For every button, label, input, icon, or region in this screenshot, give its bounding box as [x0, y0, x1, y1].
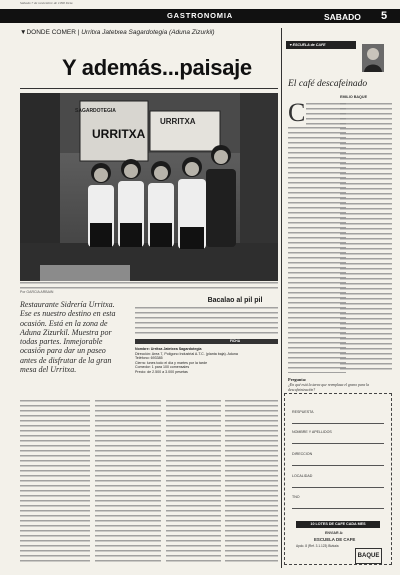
ficha-line: Cierra: lunes todo el día y martes por la tarde — [135, 360, 208, 365]
kicker-restaurant: Urritxa Jatetxea Sagardotegia (Aduna Zizurkil) — [81, 29, 215, 36]
phone-label: TNO — [292, 495, 300, 499]
triangle-icon: ▼ — [289, 43, 293, 47]
ficha-bar — [135, 339, 278, 344]
brand-logo: BAQUE — [355, 548, 382, 564]
photo-caption — [20, 282, 278, 289]
sign-urritxa-second: URRITXA — [160, 117, 196, 126]
sidebar-tag-text: ESCUELA de CAFE — [292, 43, 326, 47]
phone-line[interactable] — [292, 508, 384, 509]
sidebar-tag — [286, 41, 356, 49]
article-photo — [20, 93, 278, 281]
sidebar-author: EMILIO BAQUE — [340, 95, 368, 99]
sign-small-text: SAGARDOTEGIA — [75, 108, 116, 114]
address-label: DIRECCION — [292, 452, 313, 456]
send-to-label: ENVIAR A: — [325, 531, 344, 535]
article-column-1 — [20, 400, 90, 565]
coupon-address: Apdo. 8 (Ref. 3.1.123) Bizkaia — [296, 544, 339, 548]
city-line[interactable] — [292, 487, 384, 488]
article-headline: Y además...paisaje — [62, 55, 252, 80]
issue-date-line: Sábado 7 de noviembre de 1998 Deia — [20, 1, 73, 5]
question-text: ¿En qué está la tarea que reemplaza el grano para la descafeinización? — [288, 383, 370, 392]
sidebar-title: El café descafeinado — [288, 79, 368, 89]
coupon-school-name: ESCUELA DE CAFE — [314, 537, 356, 542]
article-column-4 — [225, 400, 278, 565]
answer-line[interactable] — [292, 423, 384, 424]
ficha-details — [135, 347, 278, 375]
sign-urritxa: URRITXA — [92, 127, 146, 141]
name-label: NOMBRE Y APELLIDOS — [292, 430, 332, 434]
ficha-line: Comedor: 1 para 100 comensales — [135, 365, 190, 370]
ficha-line: Nombre: Urritxa Jatetxea Sagardotegia — [135, 347, 202, 351]
triangle-icon: ▼ — [20, 29, 27, 36]
ficha-line: Teléfono: 693385 — [135, 356, 163, 361]
prize-banner: 10 LOTES DE CAFE CADA MES — [296, 521, 380, 528]
answer-label: RESPUESTA — [292, 410, 314, 414]
article-lead: Restaurante Sidrería Urritxa. Ese es nuestro destino en esta ocasión. Está en la zona de Aduna Zizurkil. Muestra por todas partes. Inmejorable ocasión para dar un paseo antes de disfrutar de la gran mesa del Urritxa. — [20, 300, 116, 375]
ficha-line: Dirección: Area 7, Polígono Industrial A.T.C. (planta baja). Aduna — [135, 351, 238, 356]
page-number: 5 — [381, 10, 388, 22]
byline: Por GARCIA ARBAIN — [20, 290, 54, 294]
question-label: Pregunta: — [288, 377, 307, 382]
article-kicker: ▼DONDE COMER | Urritxa Jatetxea Sagardotegia (Aduna Zizurkil) — [20, 29, 215, 36]
caption-text-lines — [20, 282, 278, 289]
address-line[interactable] — [292, 465, 384, 466]
sidebar-column-2 — [340, 103, 392, 373]
recipe-box-title: Bacalao al pil pil — [207, 297, 263, 304]
article-column-3 — [166, 400, 221, 565]
weekday-label: SABADO — [324, 12, 361, 22]
recipe-box-text — [135, 307, 278, 337]
headline-rule — [20, 88, 278, 89]
column-divider — [281, 28, 282, 568]
ficha-line: Precio: de 2.500 a 3.000 pesetas — [135, 369, 188, 374]
restaurant-staff-photo — [20, 93, 278, 281]
city-label: LOCALIDAD — [292, 474, 313, 478]
kicker-place: DONDE COMER — [26, 29, 76, 36]
ficha-label: FICHA — [230, 339, 241, 343]
section-title: GASTRONOMIA — [167, 11, 233, 20]
author-portrait — [362, 44, 384, 72]
sidebar-column-1 — [288, 127, 346, 373]
name-line[interactable] — [292, 443, 384, 444]
drop-cap: C — [288, 98, 306, 127]
portrait-icon — [362, 44, 384, 72]
article-column-2 — [95, 400, 161, 565]
